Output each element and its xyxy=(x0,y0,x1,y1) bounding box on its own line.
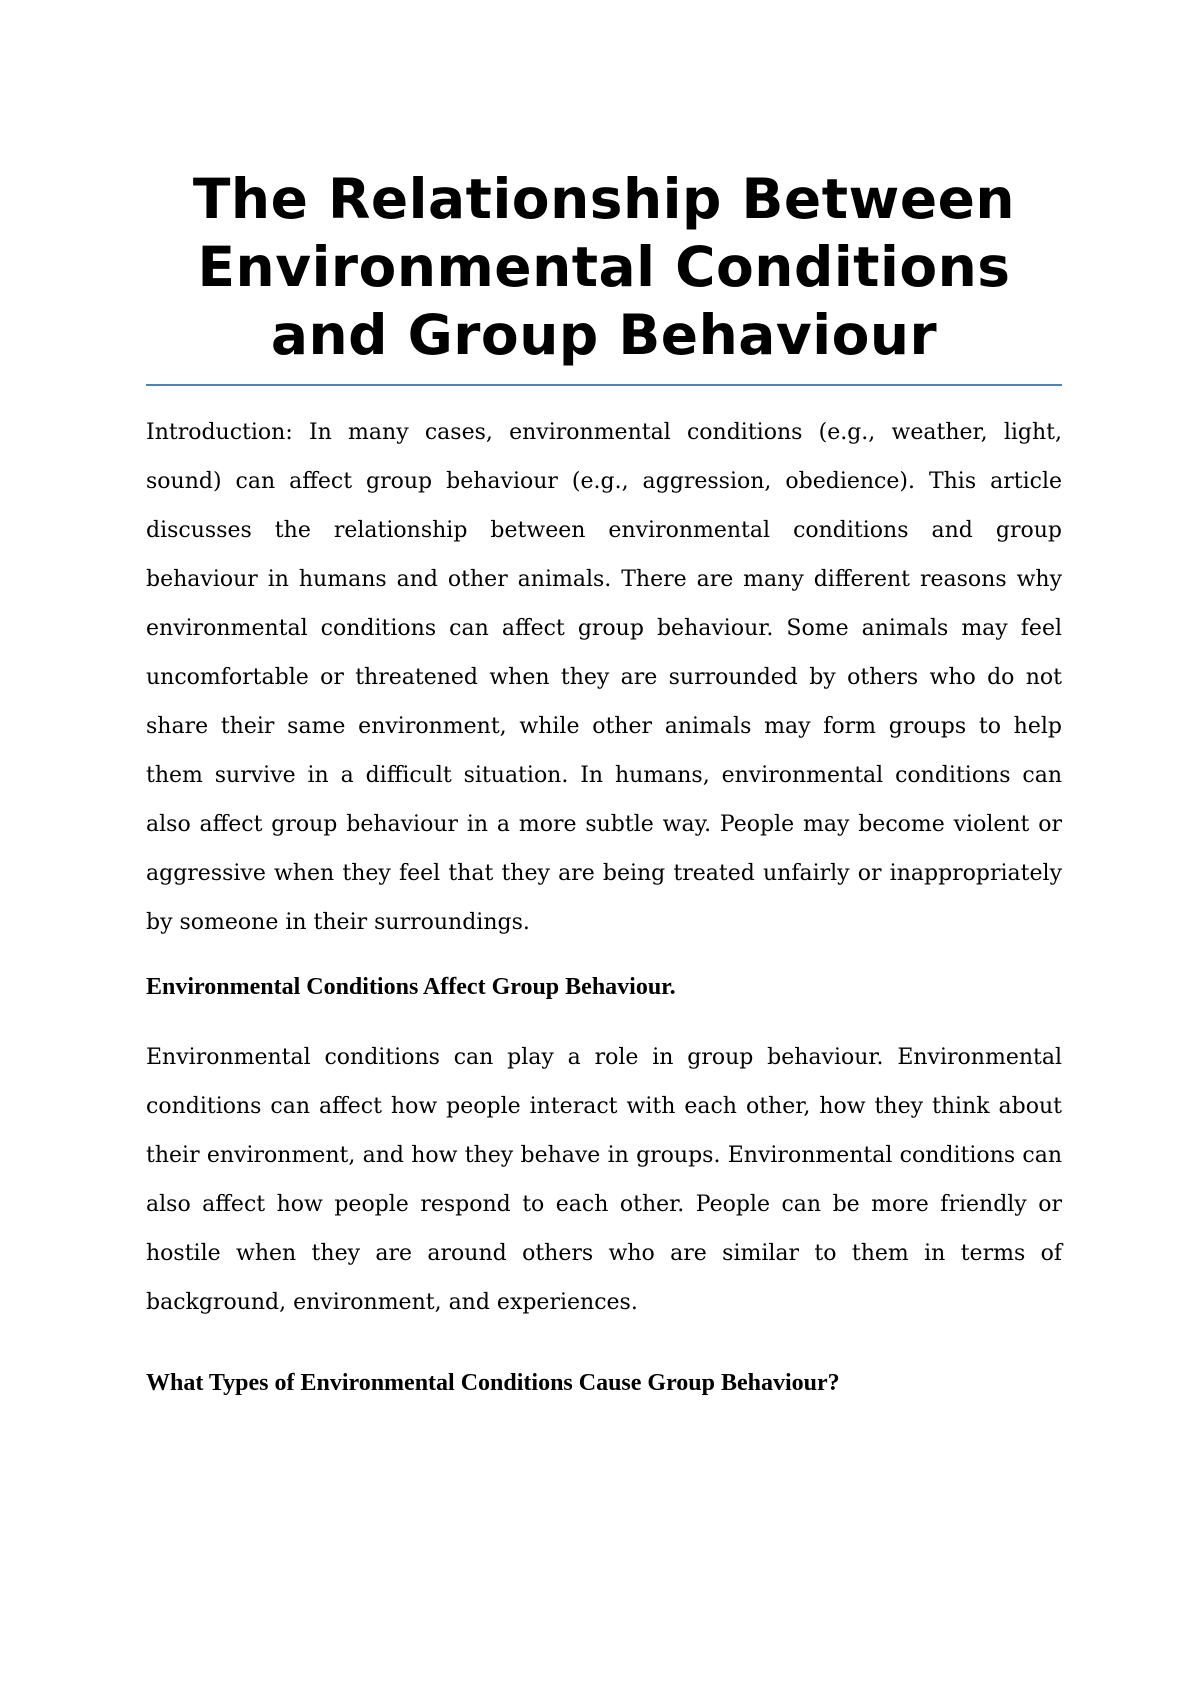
document-page xyxy=(146,165,1062,1399)
document-title: The Relationship Between Environmental Conditions and Group Behaviour xyxy=(192,167,1016,367)
section-heading-types-of-conditions: What Types of Environmental Conditions Cause Group Behaviour? xyxy=(146,1370,840,1396)
intro-paragraph: Introduction: In many cases, environmental conditions (e.g., weather, light, sound) can affect group behaviour (e.g., aggression, obedience). This article discusses the relationship between environmental conditions and group behaviour in humans and other animals. There are many different reasons why environmental conditions can affect group behaviour. Some animals may feel uncomfortable or threatened when they are surrounded by others who do not share their same environment, while other animals may form groups to help them survive in a difficult situation. In humans, environmental conditions can also affect group behaviour in a more subtle way. People may become violent or aggressive when they feel that they are being treated unfairly or inappropriately by someone in their surroundings. xyxy=(146,420,1062,935)
section-heading-environmental-conditions: Environmental Conditions Affect Group Behaviour. xyxy=(146,974,676,1000)
title-underline xyxy=(146,384,1062,386)
section-paragraph-environmental-conditions: Environmental conditions can play a role in group behaviour. Environmental conditions can affect how people interact with each other, how they think about their environment, and how they behave in groups. Environmental conditions can also affect how people respond to each other. People can be more friendly or hostile when they are around others who are similar to them in terms of background, environment, and experiences. xyxy=(146,1045,1062,1315)
